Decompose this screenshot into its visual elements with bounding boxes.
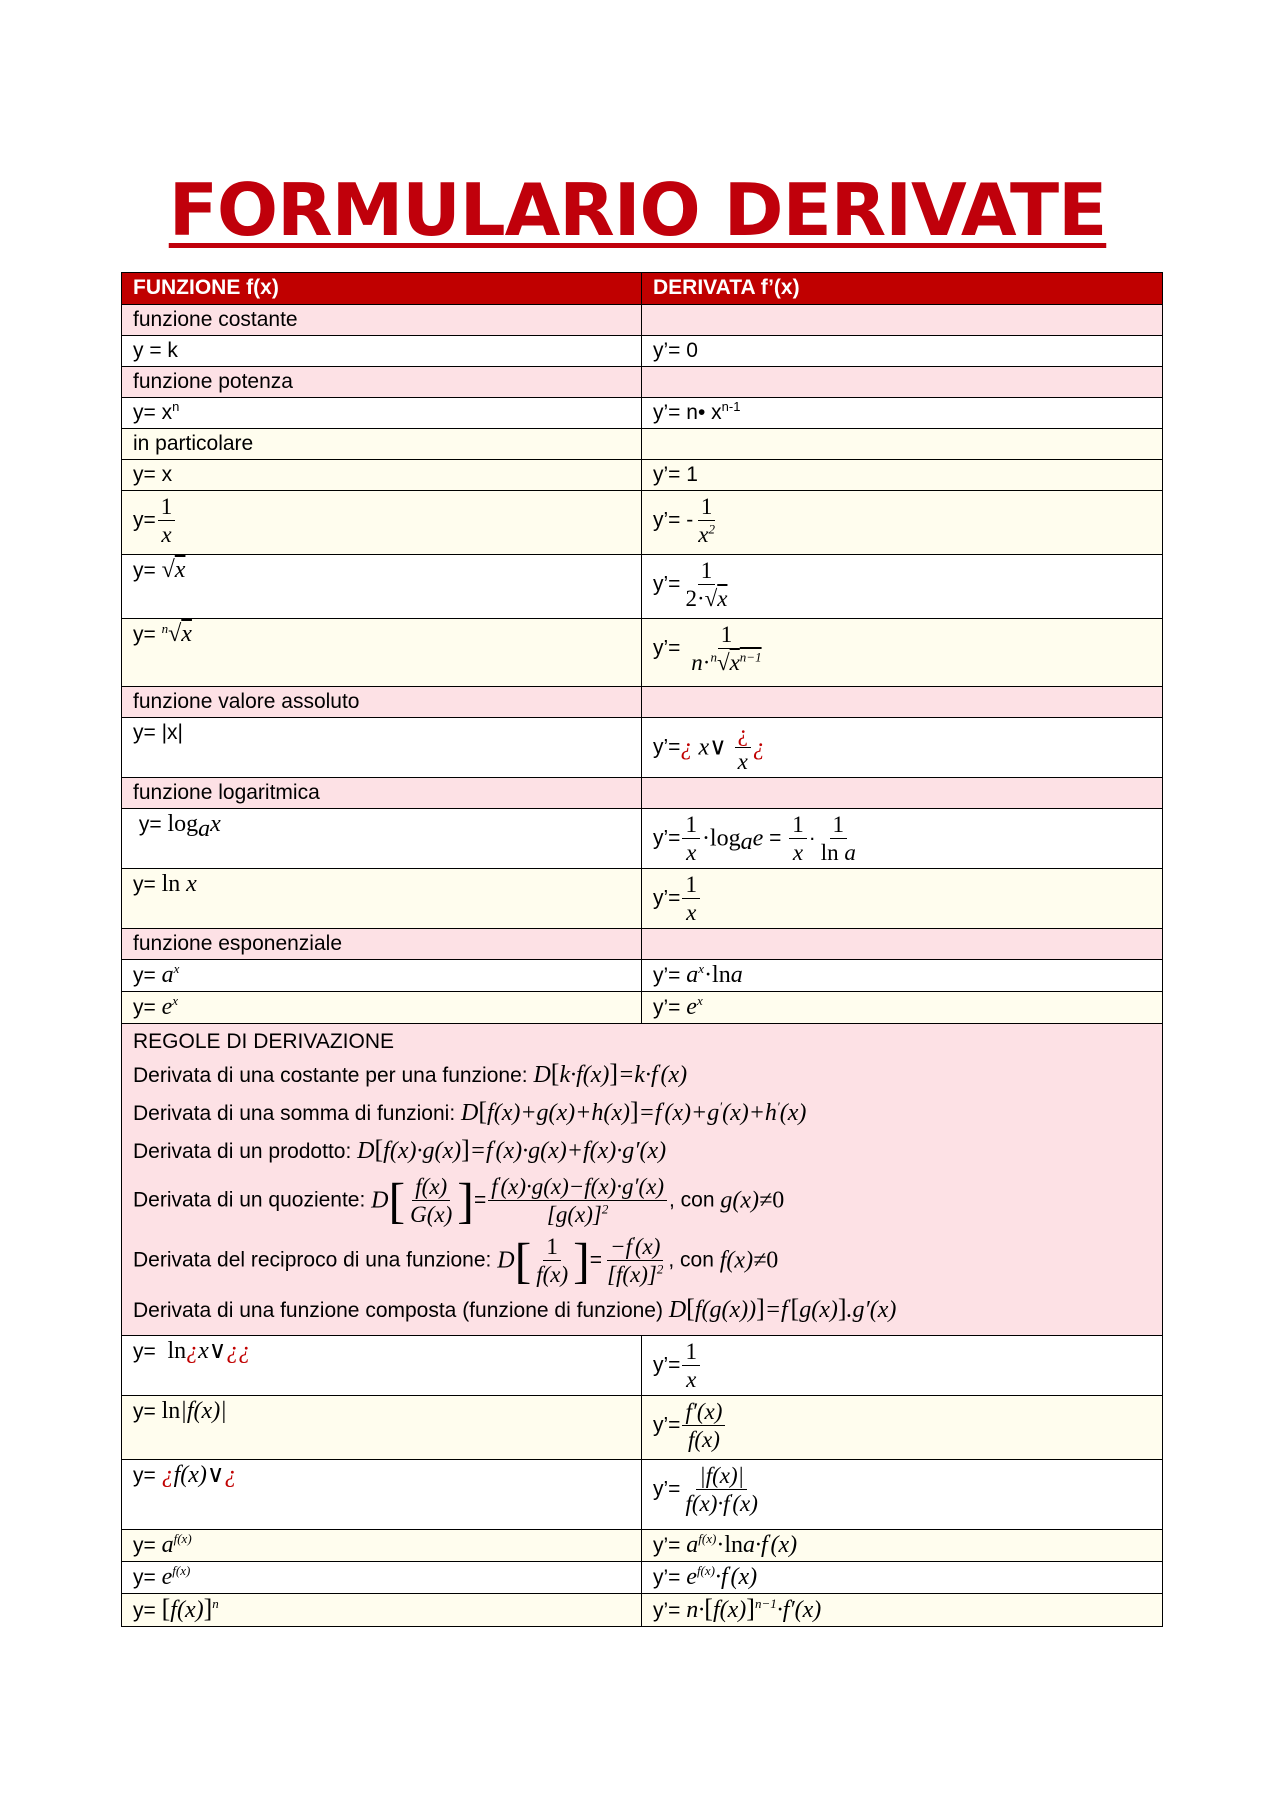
section-row [122, 367, 1163, 398]
table-header-row [122, 273, 1163, 305]
function-cell: y= ln|f(x)| [122, 1395, 642, 1459]
section-row [122, 305, 1163, 336]
function-cell: $y= a^{f(x)}$ [122, 1529, 642, 1561]
derivative-cell: y’= $n\cdot[f(x)]^{n-1}\cdot f'(x)$ [642, 1593, 1163, 1626]
function-cell: y= ln x [122, 869, 642, 929]
table-row [122, 960, 1163, 992]
function-cell: $y= \log_ax$ [122, 809, 642, 869]
section-absolute: funzione valore assoluto [122, 687, 642, 718]
function-cell: y = k [122, 336, 642, 367]
function-cell: y= ln¿x∨¿¿ [122, 1335, 642, 1395]
derivative-cell: y’= 1 [642, 460, 1163, 491]
derivative-cell: y’= $\frac{1}{x}$ [642, 1335, 1163, 1395]
table-row [122, 398, 1163, 429]
derivative-cell: y’= - $\frac{1}{x^2}$ [642, 491, 1163, 555]
header-derivative: DERIVATA f’(x) [642, 273, 1163, 305]
function-cell: $y= e^x$ [122, 992, 642, 1024]
derivative-cell: y’=¿ x∨ $\frac{¿}{x}$ ¿ [642, 718, 1163, 778]
rule-quotient: Derivata di un quoziente: D[ $\frac{f(x)}{G(x)}$ ]= $\frac{f'(x)\cdot g(x)-f(x)\cdot g'(x)}{[g(x)]^2}$ , con g(x)≠0 [133, 1172, 785, 1229]
rule-sum: Derivata di una somma di funzioni: D[f(x)+g(x)+h(x)]=f′(x)+g′(x)+h′(x) [133, 1097, 807, 1126]
function-cell: y= |x| [122, 718, 642, 778]
derivative-cell: y’= n• $x^{n-1}$ [642, 398, 1163, 429]
table-row [122, 619, 1163, 687]
table-row [122, 1335, 1163, 1395]
derivative-cell: y’= $a^x\cdot\ln a$ [642, 960, 1163, 992]
function-cell: $y= a^x$ [122, 960, 642, 992]
table-row [122, 1561, 1163, 1593]
function-cell: $y= e^{f(x)}$ [122, 1561, 642, 1593]
header-function: FUNZIONE f(x) [122, 273, 642, 305]
derivative-cell: y’= $e^{f(x)}\cdot f'(x)$ [642, 1561, 1163, 1593]
table-row [122, 1395, 1163, 1459]
rules-row [122, 1024, 1163, 1336]
section-constant: funzione costante [122, 305, 642, 336]
derivative-cell: y’= $\frac{1}{x}$ [642, 869, 1163, 929]
table-row [122, 869, 1163, 929]
derivative-cell: y’= $\frac{1}{x}$ $\cdot\log_ae$ = $\frac{1}{x}$ · $\frac{1}{\text{ln a}}$ [642, 809, 1163, 869]
derivative-cell: y’= $\frac{|f(x)|}{f(x)\cdot f'(x)}$ [642, 1459, 1163, 1529]
table-row [122, 1529, 1163, 1561]
section-row [122, 687, 1163, 718]
table-row [122, 336, 1163, 367]
table-row [122, 992, 1163, 1024]
section-row [122, 778, 1163, 809]
rule-reciprocal: Derivata del reciproco di una funzione: D[ $\frac{1}{f(x)}$ ]= $\frac{-f'(x)}{[f(x)]^2}$ , con f(x)≠0 [133, 1232, 779, 1289]
derivative-cell: y’= $e^x$ [642, 992, 1163, 1024]
rules-heading: REGOLE DI DERIVAZIONE [133, 1030, 394, 1053]
rules-cell [122, 1024, 1163, 1336]
derivative-cell: y’= $\frac{1}{2\cdot√x}$ [642, 555, 1163, 619]
section-power: funzione potenza [122, 367, 642, 398]
function-cell: y= ¿f(x)∨¿ [122, 1459, 642, 1529]
section-particular: in particolare [122, 429, 642, 460]
rule-constant: Derivata di una costante per una funzione: D[k·f(x)]=k·f′(x) [133, 1059, 688, 1088]
derivative-cell: y’= 0 [642, 336, 1163, 367]
rule-product: Derivata di un prodotto: D[f(x)·g(x)]=f′(x)·g(x)+f(x)·g′(x) [133, 1135, 667, 1164]
derivative-cell: y’= $a^{f(x)}\cdot\ln a\cdot f'(x)$ [642, 1529, 1163, 1561]
table-row [122, 718, 1163, 778]
function-cell: $y= [f(x)]^n$ [122, 1593, 642, 1626]
page-title: FORMULARIO DERIVATE [168, 168, 1107, 252]
table-row [122, 809, 1163, 869]
function-cell: y= √x [122, 555, 642, 619]
function-cell: $y= x^n$ [122, 398, 642, 429]
derivative-cell: y’= $\frac{1}{n\cdot^n√x^{n-1}}$ [642, 619, 1163, 687]
section-row [122, 429, 1163, 460]
table-row [122, 555, 1163, 619]
function-cell: y= $\frac{1}{x}$ [122, 491, 642, 555]
function-cell: y= x [122, 460, 642, 491]
rule-composite: Derivata di una funzione composta (funzione di funzione) D[f(g(x))]=f′[g(x)].g′(x) [133, 1293, 897, 1323]
table-row [122, 1593, 1163, 1626]
table-row [122, 1459, 1163, 1529]
section-exponential: funzione esponenziale [122, 929, 642, 960]
section-row [122, 929, 1163, 960]
table-row [122, 491, 1163, 555]
function-cell: y= $^n$√x [122, 619, 642, 687]
formula-table [121, 272, 1163, 1627]
table-row [122, 460, 1163, 491]
derivative-cell: y’= $\frac{f'(x)}{f(x)}$ [642, 1395, 1163, 1459]
section-logarithmic: funzione logaritmica [122, 778, 642, 809]
